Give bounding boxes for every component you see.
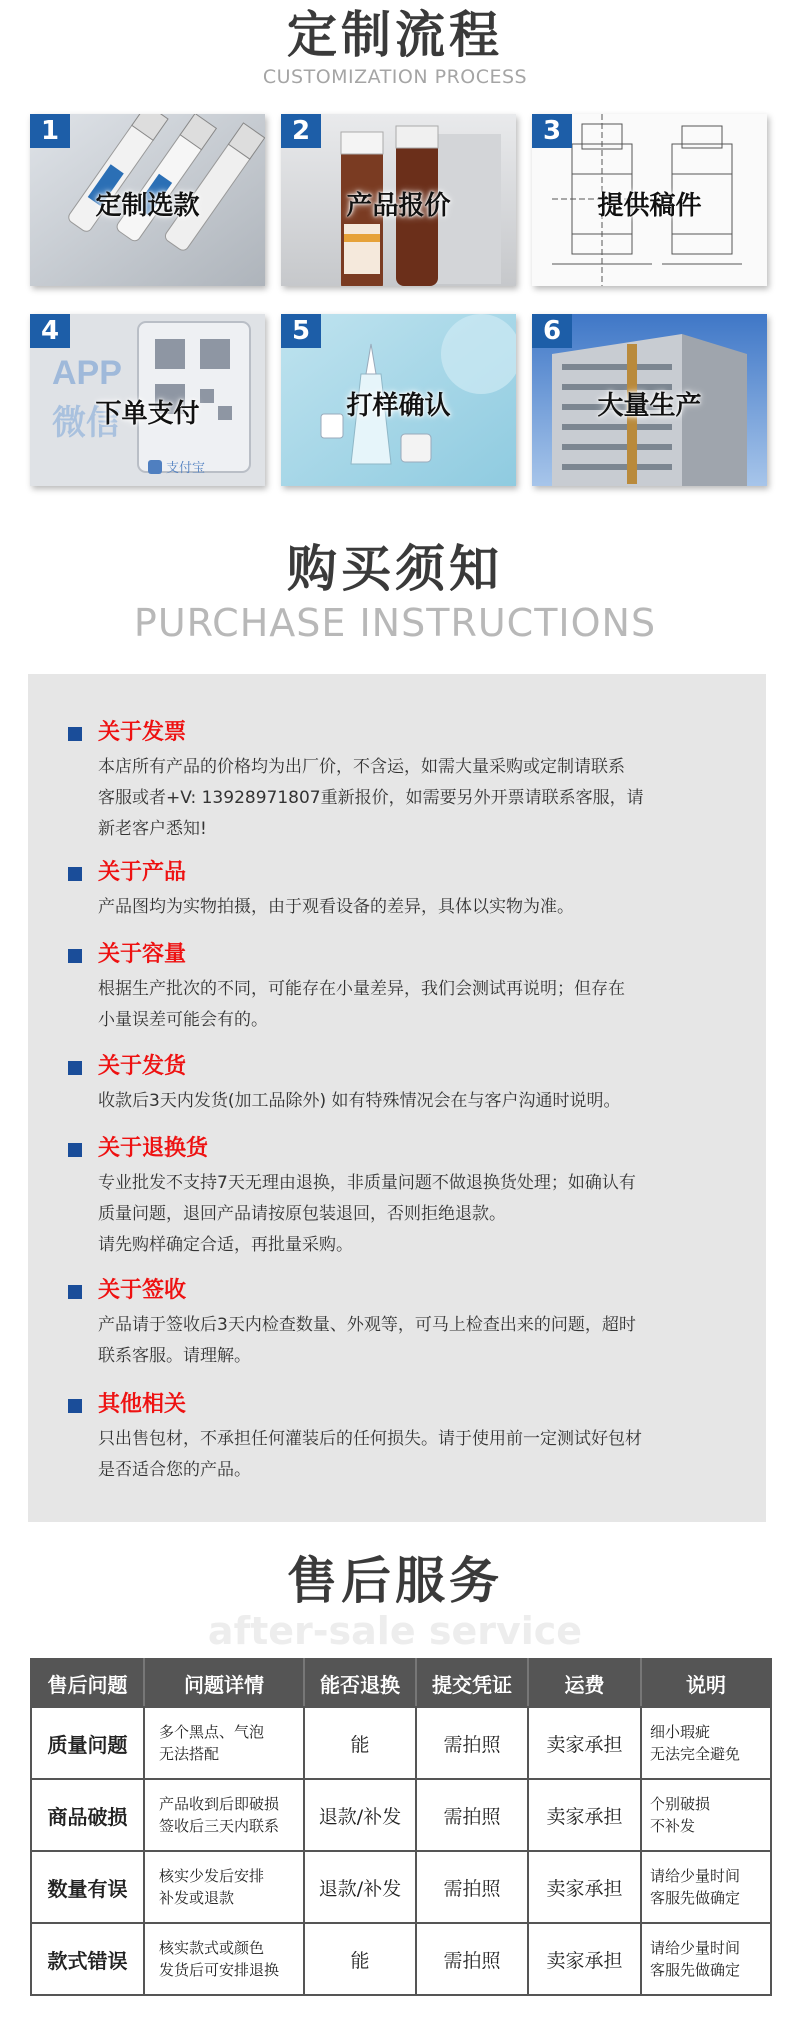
notice-item-signing	[68, 1276, 728, 1372]
cell-line: 无法搭配	[159, 1745, 220, 1763]
art-text-app: APP	[52, 354, 122, 392]
cell-freight: 卖家承担	[528, 1923, 641, 1995]
cell-line: 细小瑕疵	[650, 1723, 711, 1741]
column-header: 提交凭证	[416, 1659, 528, 1707]
table-row	[31, 1779, 771, 1851]
cell-line: 签收后三天内联系	[159, 1817, 280, 1835]
step-card-4	[30, 314, 265, 486]
purchase-subtitle: PURCHASE INSTRUCTIONS	[133, 601, 657, 645]
cell-note	[641, 1779, 771, 1851]
notice-line: 请先购样确定合适，再批量采购。	[98, 1235, 353, 1255]
cell-line: 多个黑点、气泡	[159, 1723, 265, 1741]
notice-item-returns	[68, 1134, 728, 1261]
purchase-notice-box	[28, 674, 766, 1522]
bullet-square-icon	[68, 1285, 82, 1299]
bullet-square-icon	[68, 867, 82, 881]
step-label: 产品报价	[346, 191, 451, 221]
cell-note	[641, 1851, 771, 1923]
notice-heading: 关于发货	[98, 1054, 187, 1079]
cell-freight: 卖家承担	[528, 1707, 641, 1779]
notice-heading: 关于容量	[98, 942, 187, 967]
cell-detail	[144, 1779, 304, 1851]
table-header-row	[31, 1659, 771, 1707]
table-row	[31, 1923, 771, 1995]
notice-line: 联系客服。请理解。	[98, 1346, 251, 1366]
step-card-3	[532, 114, 767, 286]
bullet-square-icon	[68, 949, 82, 963]
purchase-title: 购买须知	[287, 540, 503, 598]
column-header: 售后问题	[31, 1659, 144, 1707]
aftersale-subtitle: after-sale service	[207, 1609, 583, 1653]
aftersale-section-title	[0, 1550, 790, 1653]
cell-line: 客服先做确定	[650, 1961, 741, 1979]
cell-line: 请给少量时间	[650, 1939, 741, 1957]
step-number: 4	[30, 314, 70, 348]
process-section-title	[0, 4, 790, 88]
cell-detail	[144, 1707, 304, 1779]
notice-line: 本店所有产品的价格均为出厂价，不含运，如需大量采购或定制请联系	[98, 757, 625, 777]
step-label: 提供稿件	[597, 191, 702, 221]
step-number: 6	[532, 314, 572, 348]
step-label: 打样确认	[346, 391, 451, 421]
cell-line: 核实款式或颜色	[159, 1939, 265, 1957]
purchase-section-title	[0, 538, 790, 646]
cell-refund: 能	[304, 1707, 416, 1779]
column-header: 问题详情	[144, 1659, 304, 1707]
cell-refund: 退款/补发	[304, 1779, 416, 1851]
cell-refund: 能	[304, 1923, 416, 1995]
bullet-square-icon	[68, 1061, 82, 1075]
cell-refund: 退款/补发	[304, 1851, 416, 1923]
cell-freight: 卖家承担	[528, 1851, 641, 1923]
bullet-square-icon	[68, 1143, 82, 1157]
step-number: 3	[532, 114, 572, 148]
art-text-alipay: 支付宝	[166, 461, 206, 476]
notice-heading: 关于签收	[98, 1278, 187, 1303]
step-card-2	[281, 114, 516, 286]
notice-line: 产品图均为实物拍摄，由于观看设备的差异，具体以实物为准。	[98, 897, 574, 917]
notice-heading: 关于发票	[98, 720, 187, 745]
notice-item-capacity	[68, 940, 728, 1036]
cell-detail	[144, 1923, 304, 1995]
cell-issue: 数量有误	[31, 1851, 144, 1923]
step-label: 定制选款	[95, 191, 200, 221]
art-text-wechat: 微信	[52, 403, 120, 443]
cell-line: 客服先做确定	[650, 1889, 741, 1907]
notice-item-shipping	[68, 1052, 728, 1117]
cell-detail	[144, 1851, 304, 1923]
notice-line: 客服或者+V: 13928971807重新报价，如需要另外开票请联系客服，请	[98, 788, 644, 808]
cell-proof: 需拍照	[416, 1851, 528, 1923]
cell-note	[641, 1707, 771, 1779]
notice-line: 根据生产批次的不同，可能存在小量差异，我们会测试再说明；但存在	[98, 979, 625, 999]
notice-heading: 其他相关	[98, 1392, 187, 1417]
step-card-5	[281, 314, 516, 486]
table-row	[31, 1707, 771, 1779]
cell-line: 无法完全避免	[650, 1745, 741, 1763]
step-number: 1	[30, 114, 70, 148]
notice-line: 新老客户悉知!	[98, 819, 207, 839]
notice-heading: 关于退换货	[98, 1136, 209, 1161]
notice-line: 收款后3天内发货(加工品除外) 如有特殊情况会在与客户沟通时说明。	[98, 1091, 621, 1111]
notice-line: 产品请于签收后3天内检查数量、外观等，可马上检查出来的问题，超时	[98, 1315, 636, 1335]
process-steps-grid	[30, 114, 767, 488]
notice-line: 质量问题，退回产品请按原包装退回，否则拒绝退款。	[98, 1204, 506, 1224]
notice-line: 只出售包材，不承担任何灌装后的任何损失。请于使用前一定测试好包材	[98, 1429, 642, 1449]
process-title: 定制流程	[287, 6, 503, 64]
aftersale-table	[30, 1658, 772, 1996]
cell-line: 发货后可安排退换	[159, 1961, 280, 1979]
cell-issue: 商品破损	[31, 1779, 144, 1851]
table-row	[31, 1851, 771, 1923]
notice-line: 小量误差可能会有的。	[98, 1010, 268, 1030]
notice-line: 专业批发不支持7天无理由退换，非质量问题不做退换货处理；如确认有	[98, 1173, 636, 1193]
cell-line: 核实少发后安排	[159, 1867, 265, 1885]
cell-note	[641, 1923, 771, 1995]
step-label: 下单支付	[95, 399, 200, 429]
bullet-square-icon	[68, 1399, 82, 1413]
step-number: 2	[281, 114, 321, 148]
aftersale-title: 售后服务	[287, 1552, 503, 1610]
notice-heading: 关于产品	[98, 860, 187, 885]
notice-line: 是否适合您的产品。	[98, 1460, 251, 1480]
cell-line: 个别破损	[650, 1795, 711, 1813]
notice-item-other	[68, 1390, 728, 1486]
cell-issue: 质量问题	[31, 1707, 144, 1779]
notice-item-product	[68, 858, 728, 923]
cell-issue: 款式错误	[31, 1923, 144, 1995]
cell-proof: 需拍照	[416, 1779, 528, 1851]
column-header: 能否退换	[304, 1659, 416, 1707]
step-label: 大量生产	[597, 391, 702, 421]
cell-line: 不补发	[650, 1817, 696, 1835]
cell-line: 补发或退款	[159, 1889, 235, 1907]
cell-line: 请给少量时间	[650, 1867, 741, 1885]
process-subtitle: CUSTOMIZATION PROCESS	[262, 66, 528, 88]
cell-proof: 需拍照	[416, 1707, 528, 1779]
column-header: 运费	[528, 1659, 641, 1707]
step-card-1	[30, 114, 265, 286]
cell-freight: 卖家承担	[528, 1779, 641, 1851]
step-number: 5	[281, 314, 321, 348]
notice-item-invoice	[68, 718, 728, 845]
cell-proof: 需拍照	[416, 1923, 528, 1995]
step-card-6	[532, 314, 767, 486]
bullet-square-icon	[68, 727, 82, 741]
column-header: 说明	[641, 1659, 771, 1707]
cell-line: 产品收到后即破损	[159, 1795, 280, 1813]
